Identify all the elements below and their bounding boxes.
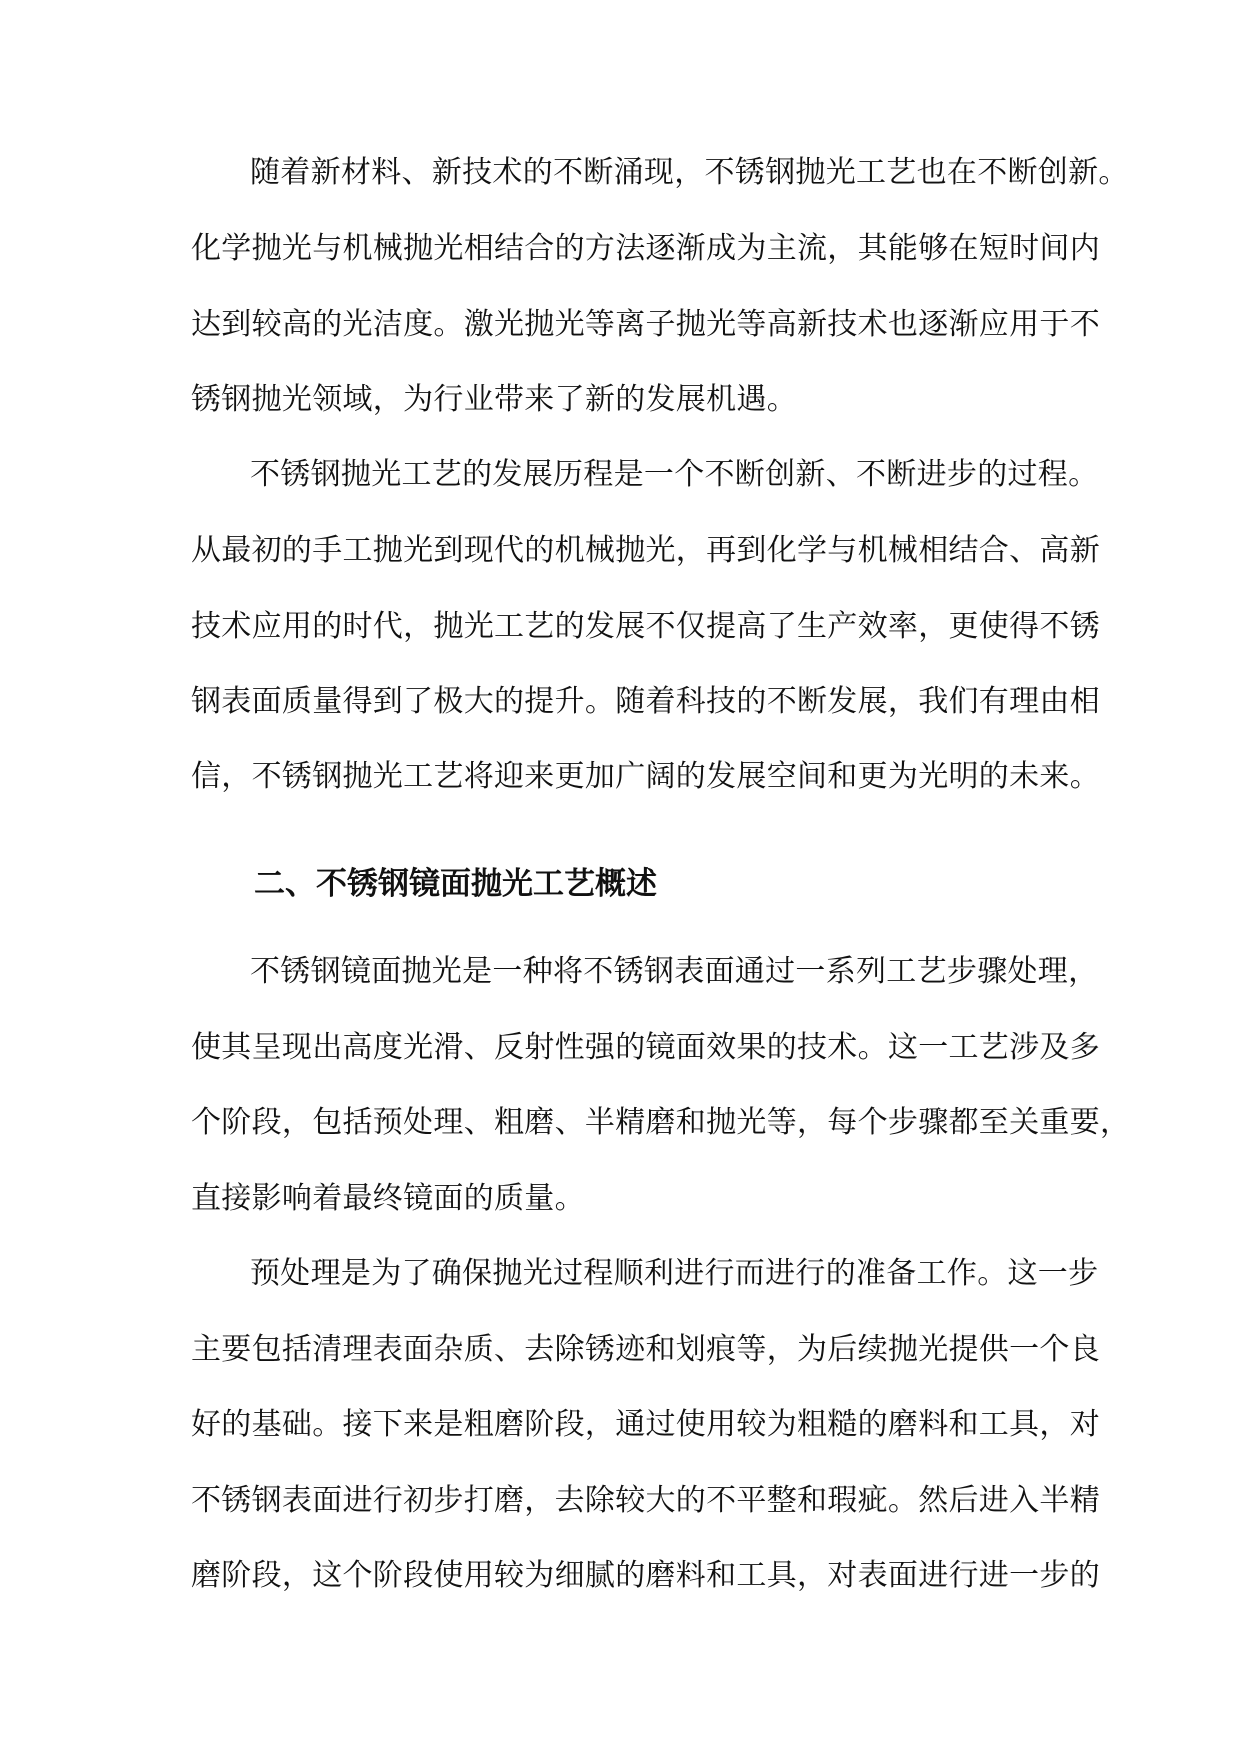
paragraph-2-line-2: 从最初的手工抛光到现代的机械抛光，再到化学与机械相结合、高新 xyxy=(191,533,1100,568)
paragraph-2-line-5: 信，不锈钢抛光工艺将迎来更加广阔的发展空间和更为光明的未来。 xyxy=(191,759,1100,794)
paragraph-4-line-4: 不锈钢表面进行初步打磨，去除较大的不平整和瑕疵。然后进入半精 xyxy=(191,1483,1100,1518)
paragraph-4-line-3: 好的基础。接下来是粗磨阶段，通过使用较为粗糙的磨料和工具，对 xyxy=(191,1407,1100,1442)
paragraph-2-line-3: 技术应用的时代，抛光工艺的发展不仅提高了生产效率，更使得不锈 xyxy=(191,609,1100,644)
paragraph-1-line-4: 锈钢抛光领域，为行业带来了新的发展机遇。 xyxy=(191,382,797,417)
paragraph-4-line-5: 磨阶段，这个阶段使用较为细腻的磨料和工具，对表面进行进一步的 xyxy=(191,1558,1100,1593)
paragraph-2-line-1: 不锈钢抛光工艺的发展历程是一个不断创新、不断进步的过程。 xyxy=(250,457,1099,492)
paragraph-4-line-1: 预处理是为了确保抛光过程顺利进行而进行的准备工作。这一步 xyxy=(250,1256,1099,1291)
paragraph-1-line-2: 化学抛光与机械抛光相结合的方法逐渐成为主流，其能够在短时间内 xyxy=(191,231,1100,266)
paragraph-3-line-3: 个阶段，包括预处理、粗磨、半精磨和抛光等，每个步骤都至关重要， xyxy=(191,1105,1131,1140)
paragraph-1-line-1: 随着新材料、新技术的不断涌现，不锈钢抛光工艺也在不断创新。 xyxy=(250,155,1129,190)
paragraph-3-line-4: 直接影响着最终镜面的质量。 xyxy=(191,1181,585,1216)
paragraph-1-line-3: 达到较高的光洁度。激光抛光等离子抛光等高新技术也逐渐应用于不 xyxy=(191,307,1100,342)
section-heading: 二、不锈钢镜面抛光工艺概述 xyxy=(254,866,657,902)
paragraph-3-line-1: 不锈钢镜面抛光是一种将不锈钢表面通过一系列工艺步骤处理， xyxy=(250,954,1099,989)
paragraph-2-line-4: 钢表面质量得到了极大的提升。随着科技的不断发展，我们有理由相 xyxy=(191,684,1100,719)
paragraph-3-line-2: 使其呈现出高度光滑、反射性强的镜面效果的技术。这一工艺涉及多 xyxy=(191,1030,1100,1065)
paragraph-4-line-2: 主要包括清理表面杂质、去除锈迹和划痕等，为后续抛光提供一个良 xyxy=(191,1332,1100,1367)
